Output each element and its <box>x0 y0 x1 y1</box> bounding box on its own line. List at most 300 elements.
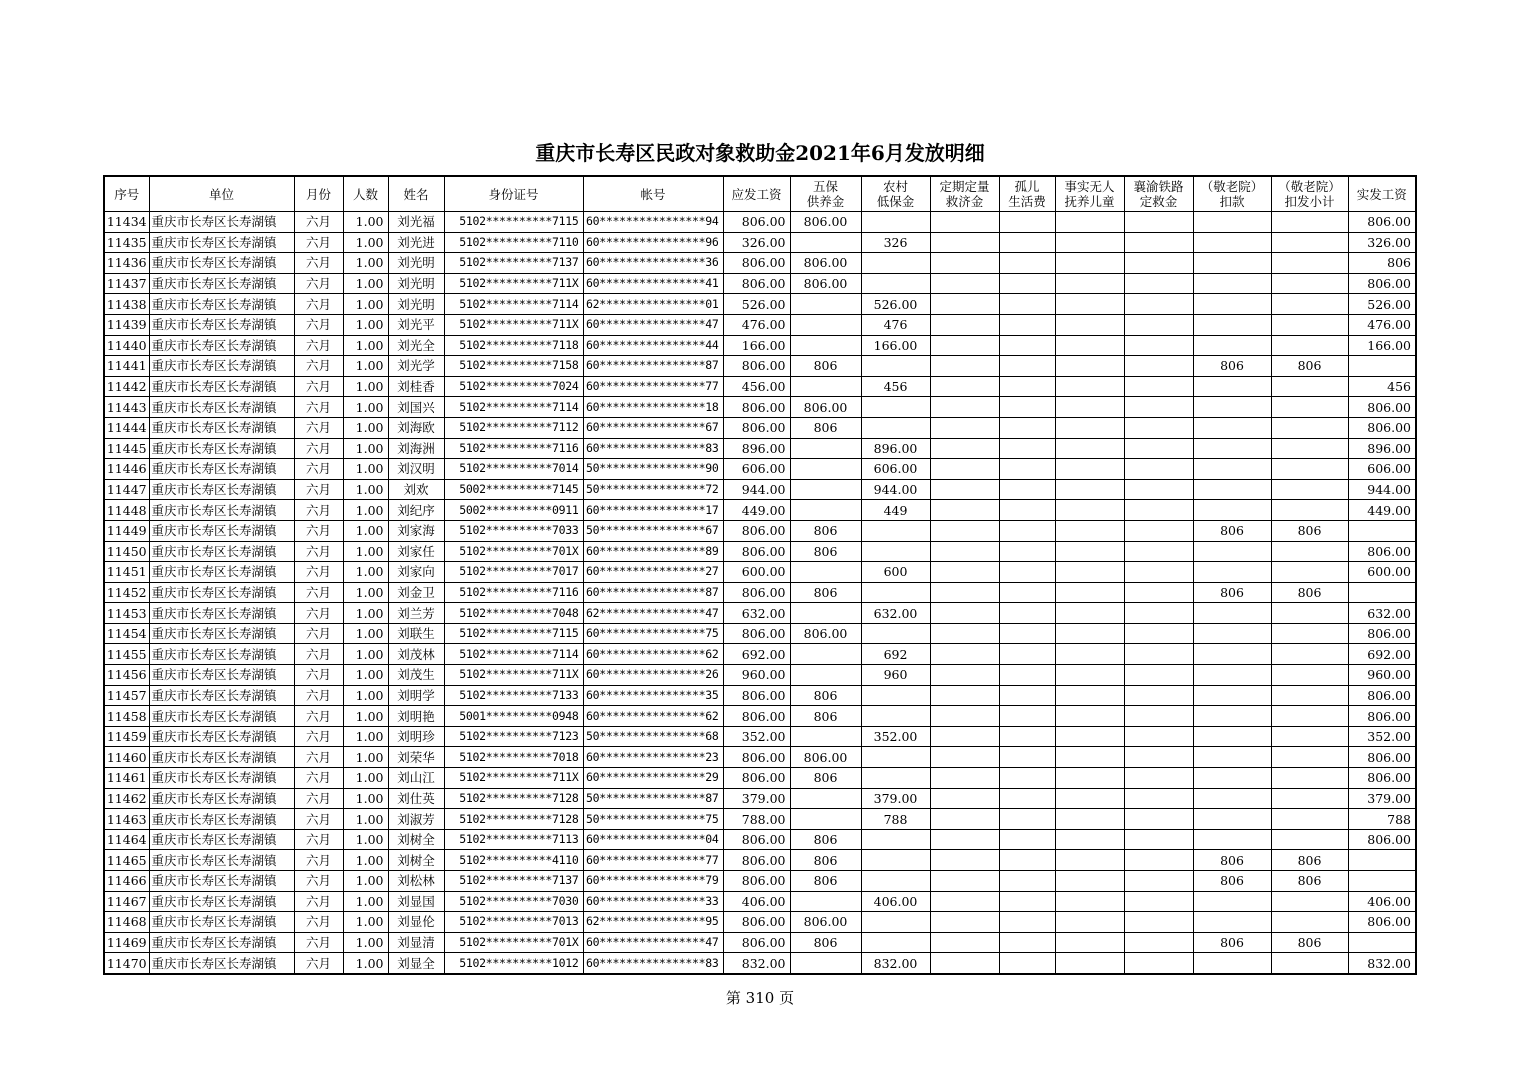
table-cell <box>930 706 999 727</box>
table-cell: 62****************47 <box>583 603 723 624</box>
table-cell <box>1271 438 1348 459</box>
table-cell: 806.00 <box>723 541 790 562</box>
table-cell <box>861 871 930 892</box>
table-cell: 600 <box>861 562 930 583</box>
table-cell: 刘光全 <box>388 335 444 356</box>
table-cell: 11455 <box>104 644 149 665</box>
table-cell: 刘显全 <box>388 953 444 974</box>
table-cell <box>930 335 999 356</box>
table-cell: 1.00 <box>343 314 388 335</box>
table-cell <box>1124 891 1193 912</box>
table-cell: 806.00 <box>723 582 790 603</box>
table-cell: 806.00 <box>723 871 790 892</box>
table-cell: 11468 <box>104 912 149 933</box>
table-cell: 449.00 <box>1348 500 1416 521</box>
table-cell: 606.00 <box>723 459 790 480</box>
table-cell: 806.00 <box>723 397 790 418</box>
table-cell: 806.00 <box>723 685 790 706</box>
table-cell <box>1193 644 1271 665</box>
table-cell: 5102**********7114 <box>444 294 583 315</box>
table-cell <box>999 706 1055 727</box>
table-cell <box>790 644 861 665</box>
table-cell <box>1124 562 1193 583</box>
table-cell <box>1124 665 1193 686</box>
table-cell <box>1055 520 1124 541</box>
table-cell <box>1124 273 1193 294</box>
table-cell: 352.00 <box>1348 726 1416 747</box>
table-cell <box>999 520 1055 541</box>
table-cell: 11456 <box>104 665 149 686</box>
table-cell: 11470 <box>104 953 149 974</box>
table-row <box>104 541 1416 562</box>
table-cell: 449 <box>861 500 930 521</box>
table-cell: 重庆市长寿区长寿湖镇 <box>149 582 294 603</box>
table-cell <box>930 953 999 974</box>
table-cell: 60****************41 <box>583 273 723 294</box>
table-cell: 62****************95 <box>583 912 723 933</box>
table-cell <box>999 253 1055 274</box>
table-cell: 5102**********7018 <box>444 747 583 768</box>
table-cell: 1.00 <box>343 871 388 892</box>
table-cell: 960.00 <box>1348 665 1416 686</box>
table-cell: 刘光平 <box>388 314 444 335</box>
table-cell <box>930 294 999 315</box>
table-cell: 11461 <box>104 768 149 789</box>
table-cell <box>790 376 861 397</box>
table-cell: 11457 <box>104 685 149 706</box>
table-cell: 806.00 <box>723 356 790 377</box>
table-cell: 692.00 <box>1348 644 1416 665</box>
table-cell: 1.00 <box>343 768 388 789</box>
table-cell: 重庆市长寿区长寿湖镇 <box>149 335 294 356</box>
table-cell: 806 <box>1193 356 1271 377</box>
table-cell: 806.00 <box>1348 768 1416 789</box>
table-cell <box>1124 438 1193 459</box>
table-cell: 重庆市长寿区长寿湖镇 <box>149 603 294 624</box>
table-cell: 60****************23 <box>583 747 723 768</box>
table-cell <box>790 891 861 912</box>
table-cell <box>790 459 861 480</box>
table-cell: 刘光学 <box>388 356 444 377</box>
table-row <box>104 417 1416 438</box>
table-row <box>104 829 1416 850</box>
table-cell <box>1193 912 1271 933</box>
table-cell: 刘汉明 <box>388 459 444 480</box>
table-cell: 806 <box>1271 871 1348 892</box>
table-cell: 11465 <box>104 850 149 871</box>
table-cell: 526.00 <box>861 294 930 315</box>
table-cell <box>861 829 930 850</box>
table-cell <box>1055 829 1124 850</box>
table-cell: 806.00 <box>1348 541 1416 562</box>
table-cell: 5102**********7116 <box>444 582 583 603</box>
table-cell <box>1271 562 1348 583</box>
table-cell <box>1055 768 1124 789</box>
table-cell <box>1124 829 1193 850</box>
table-cell: 刘荣华 <box>388 747 444 768</box>
table-cell <box>1193 788 1271 809</box>
payment-table <box>103 175 1417 975</box>
table-cell: 600.00 <box>1348 562 1416 583</box>
table-cell <box>1055 417 1124 438</box>
table-cell: 刘树全 <box>388 829 444 850</box>
table-cell <box>930 479 999 500</box>
table-cell: 806 <box>790 871 861 892</box>
table-cell: 352.00 <box>723 726 790 747</box>
table-cell: 1.00 <box>343 953 388 974</box>
table-cell: 60****************17 <box>583 500 723 521</box>
table-cell: 六月 <box>294 314 343 335</box>
table-cell: 1.00 <box>343 582 388 603</box>
table-cell: 重庆市长寿区长寿湖镇 <box>149 768 294 789</box>
table-cell <box>1124 520 1193 541</box>
table-cell <box>790 788 861 809</box>
table-cell: 166.00 <box>861 335 930 356</box>
table-cell <box>1055 212 1124 233</box>
table-cell <box>1271 479 1348 500</box>
table-cell: 806.00 <box>790 747 861 768</box>
table-row <box>104 644 1416 665</box>
table-cell: 1.00 <box>343 603 388 624</box>
table-cell <box>861 932 930 953</box>
table-cell: 1.00 <box>343 438 388 459</box>
table-cell: 六月 <box>294 706 343 727</box>
table-cell: 1.00 <box>343 500 388 521</box>
table-cell: 六月 <box>294 932 343 953</box>
table-cell: 重庆市长寿区长寿湖镇 <box>149 850 294 871</box>
table-cell: 806.00 <box>723 212 790 233</box>
table-cell: 刘显伦 <box>388 912 444 933</box>
table-cell: 806 <box>790 685 861 706</box>
table-cell: 11463 <box>104 809 149 830</box>
table-cell: 11464 <box>104 829 149 850</box>
table-cell <box>999 850 1055 871</box>
table-cell: 11444 <box>104 417 149 438</box>
table-cell <box>1055 912 1124 933</box>
table-row <box>104 603 1416 624</box>
table-cell: 166.00 <box>1348 335 1416 356</box>
table-cell: 1.00 <box>343 294 388 315</box>
table-cell: 重庆市长寿区长寿湖镇 <box>149 726 294 747</box>
table-cell <box>1055 438 1124 459</box>
table-cell: 11438 <box>104 294 149 315</box>
table-cell <box>1055 253 1124 274</box>
table-cell: 806.00 <box>790 212 861 233</box>
table-cell <box>1124 335 1193 356</box>
table-cell <box>930 891 999 912</box>
table-cell <box>930 356 999 377</box>
table-cell: 六月 <box>294 417 343 438</box>
table-cell: 11435 <box>104 232 149 253</box>
table-row <box>104 562 1416 583</box>
table-cell <box>1055 644 1124 665</box>
table-cell: 刘显清 <box>388 932 444 953</box>
table-cell: 806 <box>790 768 861 789</box>
table-cell: 806.00 <box>1348 212 1416 233</box>
table-cell: 632.00 <box>723 603 790 624</box>
table-cell: 806 <box>790 356 861 377</box>
table-cell: 1.00 <box>343 356 388 377</box>
table-cell: 重庆市长寿区长寿湖镇 <box>149 417 294 438</box>
table-cell: 六月 <box>294 623 343 644</box>
table-cell: 1.00 <box>343 665 388 686</box>
table-cell: 5002**********0911 <box>444 500 583 521</box>
table-cell <box>930 685 999 706</box>
table-cell <box>861 541 930 562</box>
table-cell: 重庆市长寿区长寿湖镇 <box>149 829 294 850</box>
table-cell <box>1193 768 1271 789</box>
table-cell <box>1055 603 1124 624</box>
table-cell: 632.00 <box>861 603 930 624</box>
table-cell: 50****************72 <box>583 479 723 500</box>
table-cell: 806.00 <box>723 706 790 727</box>
table-cell: 六月 <box>294 582 343 603</box>
table-cell <box>1193 212 1271 233</box>
table-cell <box>1124 685 1193 706</box>
table-cell <box>1124 459 1193 480</box>
table-cell: 重庆市长寿区长寿湖镇 <box>149 294 294 315</box>
table-cell <box>1193 809 1271 830</box>
table-cell: 重庆市长寿区长寿湖镇 <box>149 912 294 933</box>
table-cell: 806 <box>1271 520 1348 541</box>
table-cell: 944.00 <box>1348 479 1416 500</box>
table-cell <box>861 356 930 377</box>
table-cell: 刘国兴 <box>388 397 444 418</box>
table-cell <box>1124 726 1193 747</box>
table-cell: 刘家任 <box>388 541 444 562</box>
table-row <box>104 623 1416 644</box>
table-cell: 806 <box>1348 253 1416 274</box>
table-cell <box>999 417 1055 438</box>
column-header: 定期定量 救济金 <box>930 176 999 212</box>
table-cell <box>1348 850 1416 871</box>
table-cell <box>790 479 861 500</box>
table-cell: 刘桂香 <box>388 376 444 397</box>
table-cell <box>1193 706 1271 727</box>
table-cell: 50****************87 <box>583 788 723 809</box>
table-cell: 刘明艳 <box>388 706 444 727</box>
table-cell <box>930 232 999 253</box>
table-cell: 896.00 <box>861 438 930 459</box>
table-cell: 5102**********7114 <box>444 644 583 665</box>
table-cell <box>999 953 1055 974</box>
table-cell <box>1193 438 1271 459</box>
table-cell <box>999 335 1055 356</box>
table-cell: 806 <box>790 541 861 562</box>
table-cell <box>1055 809 1124 830</box>
table-cell: 806.00 <box>723 932 790 953</box>
table-cell: 60****************87 <box>583 582 723 603</box>
table-cell <box>1055 562 1124 583</box>
table-cell <box>999 232 1055 253</box>
table-cell: 806.00 <box>723 417 790 438</box>
table-cell: 六月 <box>294 850 343 871</box>
table-cell: 刘光明 <box>388 294 444 315</box>
table-cell <box>790 953 861 974</box>
table-cell <box>1271 768 1348 789</box>
table-cell: 刘光明 <box>388 273 444 294</box>
table-cell <box>790 500 861 521</box>
table-cell: 11442 <box>104 376 149 397</box>
table-cell: 5102**********7115 <box>444 623 583 644</box>
table-cell <box>1055 871 1124 892</box>
table-row <box>104 706 1416 727</box>
table-cell <box>1124 623 1193 644</box>
table-cell: 六月 <box>294 232 343 253</box>
table-cell: 60****************67 <box>583 417 723 438</box>
table-cell: 刘显国 <box>388 891 444 912</box>
table-cell: 406.00 <box>723 891 790 912</box>
table-cell <box>999 459 1055 480</box>
table-cell: 806.00 <box>1348 273 1416 294</box>
table-cell: 832.00 <box>1348 953 1416 974</box>
table-cell: 重庆市长寿区长寿湖镇 <box>149 871 294 892</box>
table-cell: 刘金卫 <box>388 582 444 603</box>
table-cell: 5102**********701X <box>444 541 583 562</box>
table-row <box>104 253 1416 274</box>
table-cell: 806.00 <box>723 273 790 294</box>
table-cell: 1.00 <box>343 520 388 541</box>
table-cell <box>1271 417 1348 438</box>
table-cell: 1.00 <box>343 850 388 871</box>
table-cell: 11467 <box>104 891 149 912</box>
table-cell: 5102**********7113 <box>444 829 583 850</box>
table-cell <box>1271 809 1348 830</box>
table-cell: 11441 <box>104 356 149 377</box>
table-cell: 60****************33 <box>583 891 723 912</box>
table-cell: 60****************47 <box>583 932 723 953</box>
table-cell: 896.00 <box>1348 438 1416 459</box>
table-cell <box>930 314 999 335</box>
table-header-row <box>104 176 1416 212</box>
table-cell <box>1193 397 1271 418</box>
table-cell: 1.00 <box>343 397 388 418</box>
table-cell <box>1055 788 1124 809</box>
table-row <box>104 685 1416 706</box>
table-cell: 806 <box>1193 871 1271 892</box>
table-cell <box>790 314 861 335</box>
table-cell <box>1055 335 1124 356</box>
table-cell: 5102**********7033 <box>444 520 583 541</box>
table-cell <box>1271 376 1348 397</box>
table-cell <box>930 603 999 624</box>
table-cell <box>1124 500 1193 521</box>
table-cell <box>861 768 930 789</box>
table-cell <box>1193 541 1271 562</box>
table-cell <box>861 850 930 871</box>
table-cell <box>999 314 1055 335</box>
table-cell: 806 <box>1193 582 1271 603</box>
table-cell <box>1055 932 1124 953</box>
table-cell: 11439 <box>104 314 149 335</box>
table-cell: 刘松林 <box>388 871 444 892</box>
table-cell: 5102**********7158 <box>444 356 583 377</box>
table-cell <box>999 788 1055 809</box>
table-row <box>104 726 1416 747</box>
table-cell: 960.00 <box>723 665 790 686</box>
table-cell <box>1348 582 1416 603</box>
table-cell <box>1055 294 1124 315</box>
table-cell <box>930 850 999 871</box>
table-cell <box>1055 232 1124 253</box>
table-cell <box>1271 294 1348 315</box>
table-cell: 六月 <box>294 768 343 789</box>
table-cell <box>1055 747 1124 768</box>
table-cell <box>1124 603 1193 624</box>
table-row <box>104 438 1416 459</box>
table-row <box>104 294 1416 315</box>
table-cell: 刘光福 <box>388 212 444 233</box>
table-cell <box>1055 706 1124 727</box>
table-cell: 5102**********7014 <box>444 459 583 480</box>
table-cell <box>1348 871 1416 892</box>
table-row <box>104 273 1416 294</box>
table-cell: 1.00 <box>343 376 388 397</box>
table-cell: 重庆市长寿区长寿湖镇 <box>149 706 294 727</box>
table-cell: 重庆市长寿区长寿湖镇 <box>149 438 294 459</box>
table-cell: 11436 <box>104 253 149 274</box>
table-cell <box>1271 912 1348 933</box>
table-cell: 六月 <box>294 520 343 541</box>
table-cell <box>861 520 930 541</box>
table-cell <box>999 829 1055 850</box>
table-row <box>104 871 1416 892</box>
table-cell: 60****************79 <box>583 871 723 892</box>
table-cell <box>1193 603 1271 624</box>
table-cell: 5102**********7123 <box>444 726 583 747</box>
table-cell: 788 <box>1348 809 1416 830</box>
column-header: 应发工资 <box>723 176 790 212</box>
table-cell <box>930 871 999 892</box>
table-row <box>104 582 1416 603</box>
table-cell: 5102**********7115 <box>444 212 583 233</box>
table-cell: 60****************36 <box>583 253 723 274</box>
table-cell: 刘茂林 <box>388 644 444 665</box>
table-cell: 326.00 <box>723 232 790 253</box>
page-number: 第 310 页 <box>725 989 795 1007</box>
table-cell <box>1055 623 1124 644</box>
table-cell: 5102**********7017 <box>444 562 583 583</box>
table-cell: 1.00 <box>343 829 388 850</box>
table-cell: 六月 <box>294 356 343 377</box>
table-cell: 832.00 <box>861 953 930 974</box>
table-cell: 重庆市长寿区长寿湖镇 <box>149 685 294 706</box>
table-cell: 60****************77 <box>583 376 723 397</box>
table-cell: 重庆市长寿区长寿湖镇 <box>149 520 294 541</box>
table-cell: 六月 <box>294 479 343 500</box>
table-cell <box>1271 747 1348 768</box>
table-row <box>104 788 1416 809</box>
table-cell: 重庆市长寿区长寿湖镇 <box>149 562 294 583</box>
table-cell: 806.00 <box>1348 685 1416 706</box>
table-cell: 六月 <box>294 665 343 686</box>
table-cell: 六月 <box>294 685 343 706</box>
table-cell: 326.00 <box>1348 232 1416 253</box>
table-cell <box>1124 809 1193 830</box>
table-cell <box>930 932 999 953</box>
table-cell: 六月 <box>294 891 343 912</box>
table-cell <box>999 562 1055 583</box>
table-cell <box>1055 273 1124 294</box>
table-cell: 1.00 <box>343 232 388 253</box>
table-cell <box>1271 500 1348 521</box>
table-cell <box>930 768 999 789</box>
table-cell: 806 <box>790 520 861 541</box>
table-cell: 456.00 <box>723 376 790 397</box>
table-cell: 六月 <box>294 829 343 850</box>
table-row <box>104 932 1416 953</box>
table-cell: 1.00 <box>343 912 388 933</box>
